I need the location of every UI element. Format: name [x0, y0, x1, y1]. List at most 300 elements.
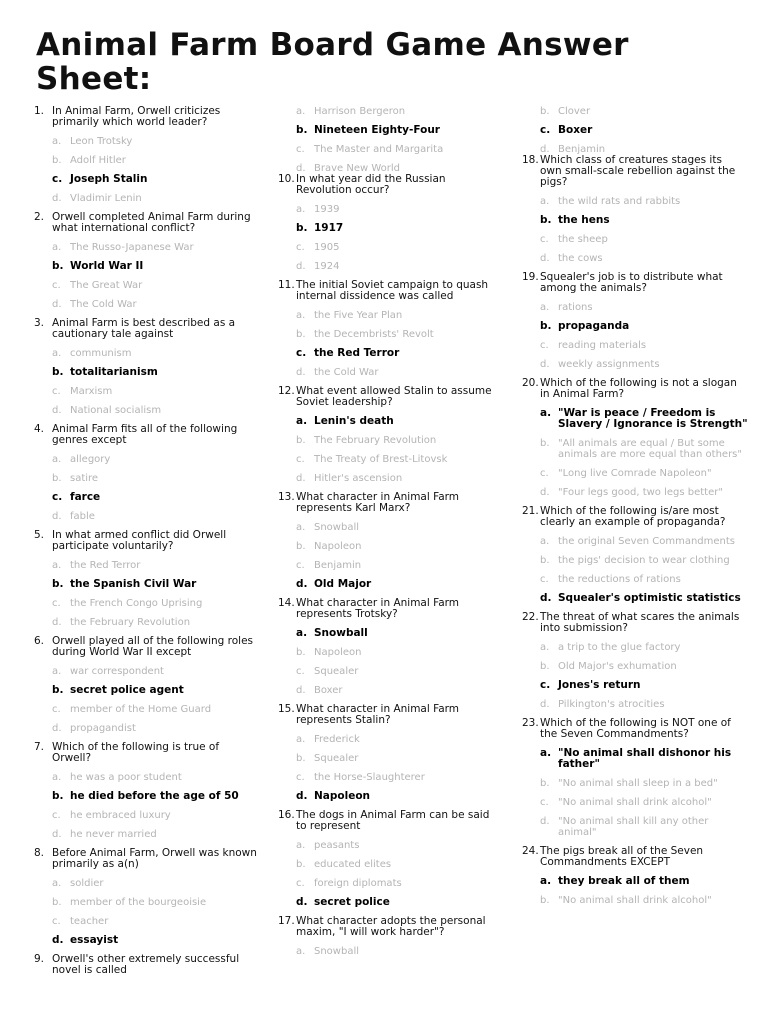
- answer-option: [296, 560, 506, 571]
- option-letter: d.: [540, 592, 552, 604]
- option-text: Benjamin: [314, 560, 362, 571]
- option-letter: c.: [296, 560, 305, 571]
- option-text: satire: [70, 473, 99, 484]
- question-item: [34, 530, 262, 628]
- answer-option: [296, 859, 506, 870]
- answer-option: [540, 487, 750, 498]
- option-text: Old Major: [314, 578, 372, 590]
- answer-option: [540, 642, 750, 653]
- answer-option-correct: [540, 408, 750, 430]
- option-letter: d.: [540, 253, 550, 264]
- option-letter: d.: [296, 163, 306, 174]
- options-list: [52, 666, 262, 734]
- option-letter: d.: [540, 487, 550, 498]
- answer-option: [296, 753, 506, 764]
- question-text: Which of the following is/are most clearly an example of propaganda?: [540, 505, 726, 528]
- answer-option: [52, 704, 262, 715]
- answer-option: [52, 829, 262, 840]
- answer-option: [540, 196, 750, 207]
- question-item: [522, 612, 750, 710]
- option-text: war correspondent: [70, 666, 164, 677]
- option-letter: d.: [296, 473, 306, 484]
- option-text: the original Seven Commandments: [558, 536, 735, 547]
- option-text: "No animal shall drink alcohol": [558, 895, 712, 906]
- answer-option: [296, 666, 506, 677]
- option-letter: a.: [296, 840, 306, 851]
- answer-option: [52, 454, 262, 465]
- answer-option: [540, 574, 750, 585]
- option-text: Napoleon: [314, 790, 371, 802]
- option-text: soldier: [70, 878, 104, 889]
- question-text: In Animal Farm, Orwell criticizes primarily which world leader?: [52, 105, 221, 128]
- answer-option: [540, 302, 750, 313]
- option-text: the hens: [558, 214, 610, 226]
- answer-option: [540, 699, 750, 710]
- question-item: [34, 318, 262, 416]
- option-letter: d.: [296, 261, 306, 272]
- options-list: [296, 628, 506, 696]
- option-text: communism: [70, 348, 132, 359]
- option-letter: b.: [52, 366, 64, 378]
- answer-option: [52, 878, 262, 889]
- question-text: In what year did the Russian Revolution occur?: [296, 173, 446, 196]
- answer-option: [296, 454, 506, 465]
- answer-option: [296, 204, 506, 215]
- answer-option-correct: [52, 367, 262, 378]
- question-text: Which of the following is true of Orwell?: [52, 741, 220, 764]
- option-letter: b.: [540, 438, 550, 449]
- option-text: Boxer: [314, 685, 343, 696]
- option-text: foreign diplomats: [314, 878, 402, 889]
- question-number: 10.: [278, 173, 295, 185]
- options-list: [540, 408, 750, 498]
- option-letter: a.: [296, 415, 308, 427]
- option-letter: c.: [540, 797, 549, 808]
- question-number: 24.: [522, 845, 539, 857]
- question-number: 12.: [278, 385, 295, 397]
- question-text: The initial Soviet campaign to quash internal dissidence was called: [296, 279, 489, 302]
- options-list: [52, 772, 262, 840]
- option-letter: a.: [296, 734, 306, 745]
- option-text: The Treaty of Brest-Litovsk: [314, 454, 448, 465]
- options-list: [296, 310, 506, 378]
- option-text: The Cold War: [70, 299, 137, 310]
- question-item: [34, 742, 262, 840]
- answer-option: [540, 816, 750, 838]
- option-text: he embraced luxury: [70, 810, 171, 821]
- option-text: teacher: [70, 916, 109, 927]
- option-letter: d.: [52, 829, 62, 840]
- option-letter: b.: [52, 260, 64, 272]
- options-list: [52, 878, 262, 946]
- options-list: [296, 416, 506, 484]
- answer-option: [52, 136, 262, 147]
- option-letter: c.: [52, 386, 61, 397]
- options-list: [52, 560, 262, 628]
- answer-option: [540, 797, 750, 808]
- option-text: weekly assignments: [558, 359, 660, 370]
- option-letter: b.: [52, 684, 64, 696]
- answer-option: [52, 473, 262, 484]
- option-text: Joseph Stalin: [70, 173, 148, 185]
- option-letter: d.: [296, 685, 306, 696]
- answer-option: [296, 647, 506, 658]
- option-text: Marxism: [70, 386, 113, 397]
- option-letter: c.: [540, 574, 549, 585]
- answer-option-correct: [52, 935, 262, 946]
- options-list: [296, 946, 506, 957]
- question-text: Which class of creatures stages its own small-scale rebellion against the pigs?: [540, 154, 736, 188]
- option-text: "No animal shall sleep in a bed": [558, 778, 718, 789]
- options-list: [296, 840, 506, 908]
- option-text: the reductions of rations: [558, 574, 681, 585]
- option-text: propaganda: [558, 320, 630, 332]
- option-letter: c.: [52, 598, 61, 609]
- question-text: What event allowed Stalin to assume Soviet leadership?: [296, 385, 492, 408]
- question-item: [34, 954, 262, 976]
- options-list: [540, 642, 750, 710]
- option-text: totalitarianism: [70, 366, 158, 378]
- answer-option: [52, 772, 262, 783]
- answer-option: [540, 359, 750, 370]
- question-text: Orwell completed Animal Farm during what international conflict?: [52, 211, 251, 234]
- option-text: the Horse-Slaughterer: [314, 772, 425, 783]
- option-text: "Long live Comrade Napoleon": [558, 468, 712, 479]
- answer-option: [296, 946, 506, 957]
- option-text: the sheep: [558, 234, 608, 245]
- option-text: Old Major's exhumation: [558, 661, 677, 672]
- option-letter: a.: [52, 454, 62, 465]
- answer-option-correct: [296, 897, 506, 908]
- answer-option: [52, 405, 262, 416]
- question-text: What character in Animal Farm represents Trotsky?: [296, 597, 459, 620]
- option-text: National socialism: [70, 405, 162, 416]
- option-letter: b.: [296, 124, 308, 136]
- option-text: Vladimir Lenin: [70, 193, 142, 204]
- question-item: [34, 424, 262, 522]
- answer-option-correct: [52, 261, 262, 272]
- question-text: In what armed conflict did Orwell participate voluntarily?: [52, 529, 227, 552]
- option-letter: a.: [52, 560, 62, 571]
- option-text: Brave New World: [314, 163, 400, 174]
- option-text: member of the Home Guard: [70, 704, 212, 715]
- option-text: he was a poor student: [70, 772, 182, 783]
- question-text: What character in Animal Farm represents Karl Marx?: [296, 491, 459, 514]
- option-letter: a.: [540, 536, 550, 547]
- continued-options: [278, 106, 506, 174]
- option-letter: c.: [296, 347, 307, 359]
- option-letter: c.: [52, 704, 61, 715]
- answer-option: [52, 810, 262, 821]
- answer-option-correct: [540, 680, 750, 691]
- option-text: 1924: [314, 261, 340, 272]
- answer-option: [296, 473, 506, 484]
- question-number: 14.: [278, 597, 295, 609]
- option-letter: a.: [296, 310, 306, 321]
- question-item: [278, 810, 506, 908]
- answer-option: [52, 242, 262, 253]
- option-letter: a.: [296, 522, 306, 533]
- option-text: The February Revolution: [314, 435, 437, 446]
- option-text: Benjamin: [558, 144, 606, 155]
- question-number: 21.: [522, 505, 539, 517]
- option-letter: c.: [296, 454, 305, 465]
- option-letter: b.: [296, 435, 306, 446]
- option-letter: a.: [296, 106, 306, 117]
- option-text: secret police: [314, 896, 390, 908]
- option-text: educated elites: [314, 859, 392, 870]
- option-letter: d.: [52, 934, 64, 946]
- question-number: 11.: [278, 279, 295, 291]
- answer-option-correct: [540, 125, 750, 136]
- option-letter: c.: [540, 468, 549, 479]
- question-text: The threat of what scares the animals into submission?: [540, 611, 740, 634]
- option-letter: d.: [52, 193, 62, 204]
- option-letter: c.: [296, 144, 305, 155]
- option-text: the pigs' decision to wear clothing: [558, 555, 730, 566]
- option-text: Jones's return: [558, 679, 641, 691]
- question-number: 7.: [34, 741, 45, 753]
- options-list: [540, 876, 750, 906]
- question-text: Which of the following is not a slogan in Animal Farm?: [540, 377, 737, 400]
- question-item: [278, 598, 506, 696]
- option-text: fable: [70, 511, 95, 522]
- option-letter: d.: [52, 617, 62, 628]
- answer-option: [296, 329, 506, 340]
- option-letter: a.: [52, 348, 62, 359]
- answer-option: [296, 685, 506, 696]
- question-number: 6.: [34, 635, 45, 647]
- answer-option-correct: [540, 321, 750, 332]
- option-text: Harrison Bergeron: [314, 106, 406, 117]
- option-text: "War is peace / Freedom is Slavery / Ignorance is Strength": [558, 407, 748, 430]
- option-text: farce: [70, 491, 101, 503]
- option-letter: a.: [540, 875, 552, 887]
- option-text: Squealer's optimistic statistics: [558, 592, 741, 604]
- option-text: member of the bourgeoisie: [70, 897, 207, 908]
- option-text: "No animal shall dishonor his father": [558, 747, 732, 770]
- option-text: the February Revolution: [70, 617, 191, 628]
- question-item: [522, 506, 750, 604]
- answer-option-correct: [540, 215, 750, 226]
- answer-option: [296, 522, 506, 533]
- option-letter: d.: [52, 723, 62, 734]
- option-letter: c.: [52, 491, 63, 503]
- answer-option-correct: [52, 685, 262, 696]
- option-text: 1939: [314, 204, 340, 215]
- answer-option: [296, 772, 506, 783]
- question-number: 23.: [522, 717, 539, 729]
- option-text: peasants: [314, 840, 360, 851]
- option-text: Squealer: [314, 753, 359, 764]
- answer-option-correct: [52, 579, 262, 590]
- option-text: a trip to the glue factory: [558, 642, 681, 653]
- question-number: 1.: [34, 105, 45, 117]
- option-text: Napoleon: [314, 647, 362, 658]
- option-letter: d.: [52, 405, 62, 416]
- option-letter: c.: [296, 878, 305, 889]
- option-letter: c.: [52, 916, 61, 927]
- answer-option-correct: [52, 174, 262, 185]
- option-letter: b.: [52, 155, 62, 166]
- option-letter: d.: [52, 511, 62, 522]
- option-text: the Cold War: [314, 367, 379, 378]
- question-number: 16.: [278, 809, 295, 821]
- option-letter: a.: [540, 642, 550, 653]
- answer-option: [540, 253, 750, 264]
- column-3: [522, 106, 750, 909]
- option-letter: b.: [52, 790, 64, 802]
- option-letter: b.: [296, 222, 308, 234]
- option-text: 1905: [314, 242, 340, 253]
- answer-option-correct: [52, 492, 262, 503]
- option-letter: d.: [296, 367, 306, 378]
- option-text: Adolf Hitler: [70, 155, 126, 166]
- option-text: World War II: [70, 260, 144, 272]
- answer-option: [296, 435, 506, 446]
- option-letter: b.: [540, 106, 550, 117]
- option-text: allegory: [70, 454, 111, 465]
- answer-option: [296, 367, 506, 378]
- answer-option: [540, 340, 750, 351]
- option-text: the wild rats and rabbits: [558, 196, 681, 207]
- option-text: the Decembrists' Revolt: [314, 329, 434, 340]
- option-text: Snowball: [314, 627, 368, 639]
- answer-option-correct: [296, 125, 506, 136]
- option-letter: c.: [52, 280, 61, 291]
- question-number: 18.: [522, 154, 539, 166]
- column-2: [278, 106, 506, 960]
- option-text: Frederick: [314, 734, 360, 745]
- question-item: [278, 704, 506, 802]
- option-letter: a.: [540, 302, 550, 313]
- option-letter: b.: [540, 895, 550, 906]
- question-text: What character in Animal Farm represents Stalin?: [296, 703, 459, 726]
- option-text: The Russo-Japanese War: [70, 242, 194, 253]
- option-letter: d.: [540, 359, 550, 370]
- option-letter: b.: [52, 578, 64, 590]
- options-list: [296, 204, 506, 272]
- options-list: [540, 196, 750, 264]
- answer-option: [540, 778, 750, 789]
- option-letter: b.: [296, 859, 306, 870]
- answer-option: [296, 840, 506, 851]
- option-text: "Four legs good, two legs better": [558, 487, 723, 498]
- option-text: The Master and Margarita: [314, 144, 444, 155]
- option-text: 1917: [314, 222, 344, 234]
- question-text: Animal Farm is best described as a cautionary tale against: [52, 317, 236, 340]
- option-text: he died before the age of 50: [70, 790, 239, 802]
- answer-option-correct: [296, 628, 506, 639]
- question-number: 20.: [522, 377, 539, 389]
- answer-option: [296, 144, 506, 155]
- answer-option: [296, 106, 506, 117]
- option-letter: d.: [540, 144, 550, 155]
- answer-option: [52, 386, 262, 397]
- option-text: reading materials: [558, 340, 647, 351]
- option-letter: b.: [52, 473, 62, 484]
- answer-option-correct: [52, 791, 262, 802]
- question-text: Orwell played all of the following roles during World War II except: [52, 635, 254, 658]
- answer-option: [52, 155, 262, 166]
- page-title: Animal Farm Board Game Answer Sheet:: [36, 27, 629, 97]
- answer-option: [52, 348, 262, 359]
- column-1: [34, 106, 262, 979]
- option-letter: a.: [52, 878, 62, 889]
- answer-option: [296, 242, 506, 253]
- question-number: 13.: [278, 491, 295, 503]
- option-letter: a.: [52, 666, 62, 677]
- question-item: [522, 378, 750, 498]
- answer-option: [540, 536, 750, 547]
- answer-option: [52, 598, 262, 609]
- answer-option: [52, 723, 262, 734]
- question-item: [522, 718, 750, 838]
- question-number: 4.: [34, 423, 45, 435]
- option-letter: d.: [296, 578, 308, 590]
- option-text: Clover: [558, 106, 591, 117]
- option-letter: a.: [540, 407, 552, 419]
- answer-option: [296, 878, 506, 889]
- question-number: 15.: [278, 703, 295, 715]
- options-list: [296, 522, 506, 590]
- option-letter: c.: [540, 679, 551, 691]
- option-letter: c.: [540, 340, 549, 351]
- answer-option: [540, 234, 750, 245]
- answer-option-correct: [296, 223, 506, 234]
- answer-option: [540, 661, 750, 672]
- option-text: Napoleon: [314, 541, 362, 552]
- option-text: Boxer: [558, 124, 593, 136]
- answer-option: [52, 511, 262, 522]
- option-text: the Five Year Plan: [314, 310, 403, 321]
- option-letter: b.: [540, 320, 552, 332]
- option-text: the French Congo Uprising: [70, 598, 203, 609]
- question-item: [278, 916, 506, 957]
- option-text: Hitler's ascension: [314, 473, 403, 484]
- question-item: [278, 174, 506, 272]
- option-letter: c.: [296, 242, 305, 253]
- question-text: Animal Farm fits all of the following genres except: [52, 423, 238, 446]
- option-letter: a.: [52, 772, 62, 783]
- option-text: Lenin's death: [314, 415, 394, 427]
- option-letter: a.: [540, 196, 550, 207]
- options-list: [540, 748, 750, 838]
- question-text: Before Animal Farm, Orwell was known primarily as a(n): [52, 847, 257, 870]
- answer-option-correct: [540, 876, 750, 887]
- question-item: [34, 636, 262, 734]
- answer-option: [540, 106, 750, 117]
- question-text: What character adopts the personal maxim, "I will work harder"?: [296, 915, 486, 938]
- answer-option: [296, 734, 506, 745]
- option-letter: c.: [52, 810, 61, 821]
- option-letter: b.: [296, 647, 306, 658]
- answer-option: [52, 280, 262, 291]
- answer-option-correct: [296, 579, 506, 590]
- question-number: 5.: [34, 529, 45, 541]
- question-item: [522, 846, 750, 906]
- option-letter: a.: [296, 204, 306, 215]
- option-letter: b.: [52, 897, 62, 908]
- answer-option: [540, 895, 750, 906]
- option-letter: b.: [296, 753, 306, 764]
- option-letter: c.: [52, 173, 63, 185]
- option-letter: d.: [296, 896, 308, 908]
- option-text: the Spanish Civil War: [70, 578, 197, 590]
- question-item: [34, 848, 262, 946]
- option-letter: a.: [296, 946, 306, 957]
- answer-option-correct: [540, 748, 750, 770]
